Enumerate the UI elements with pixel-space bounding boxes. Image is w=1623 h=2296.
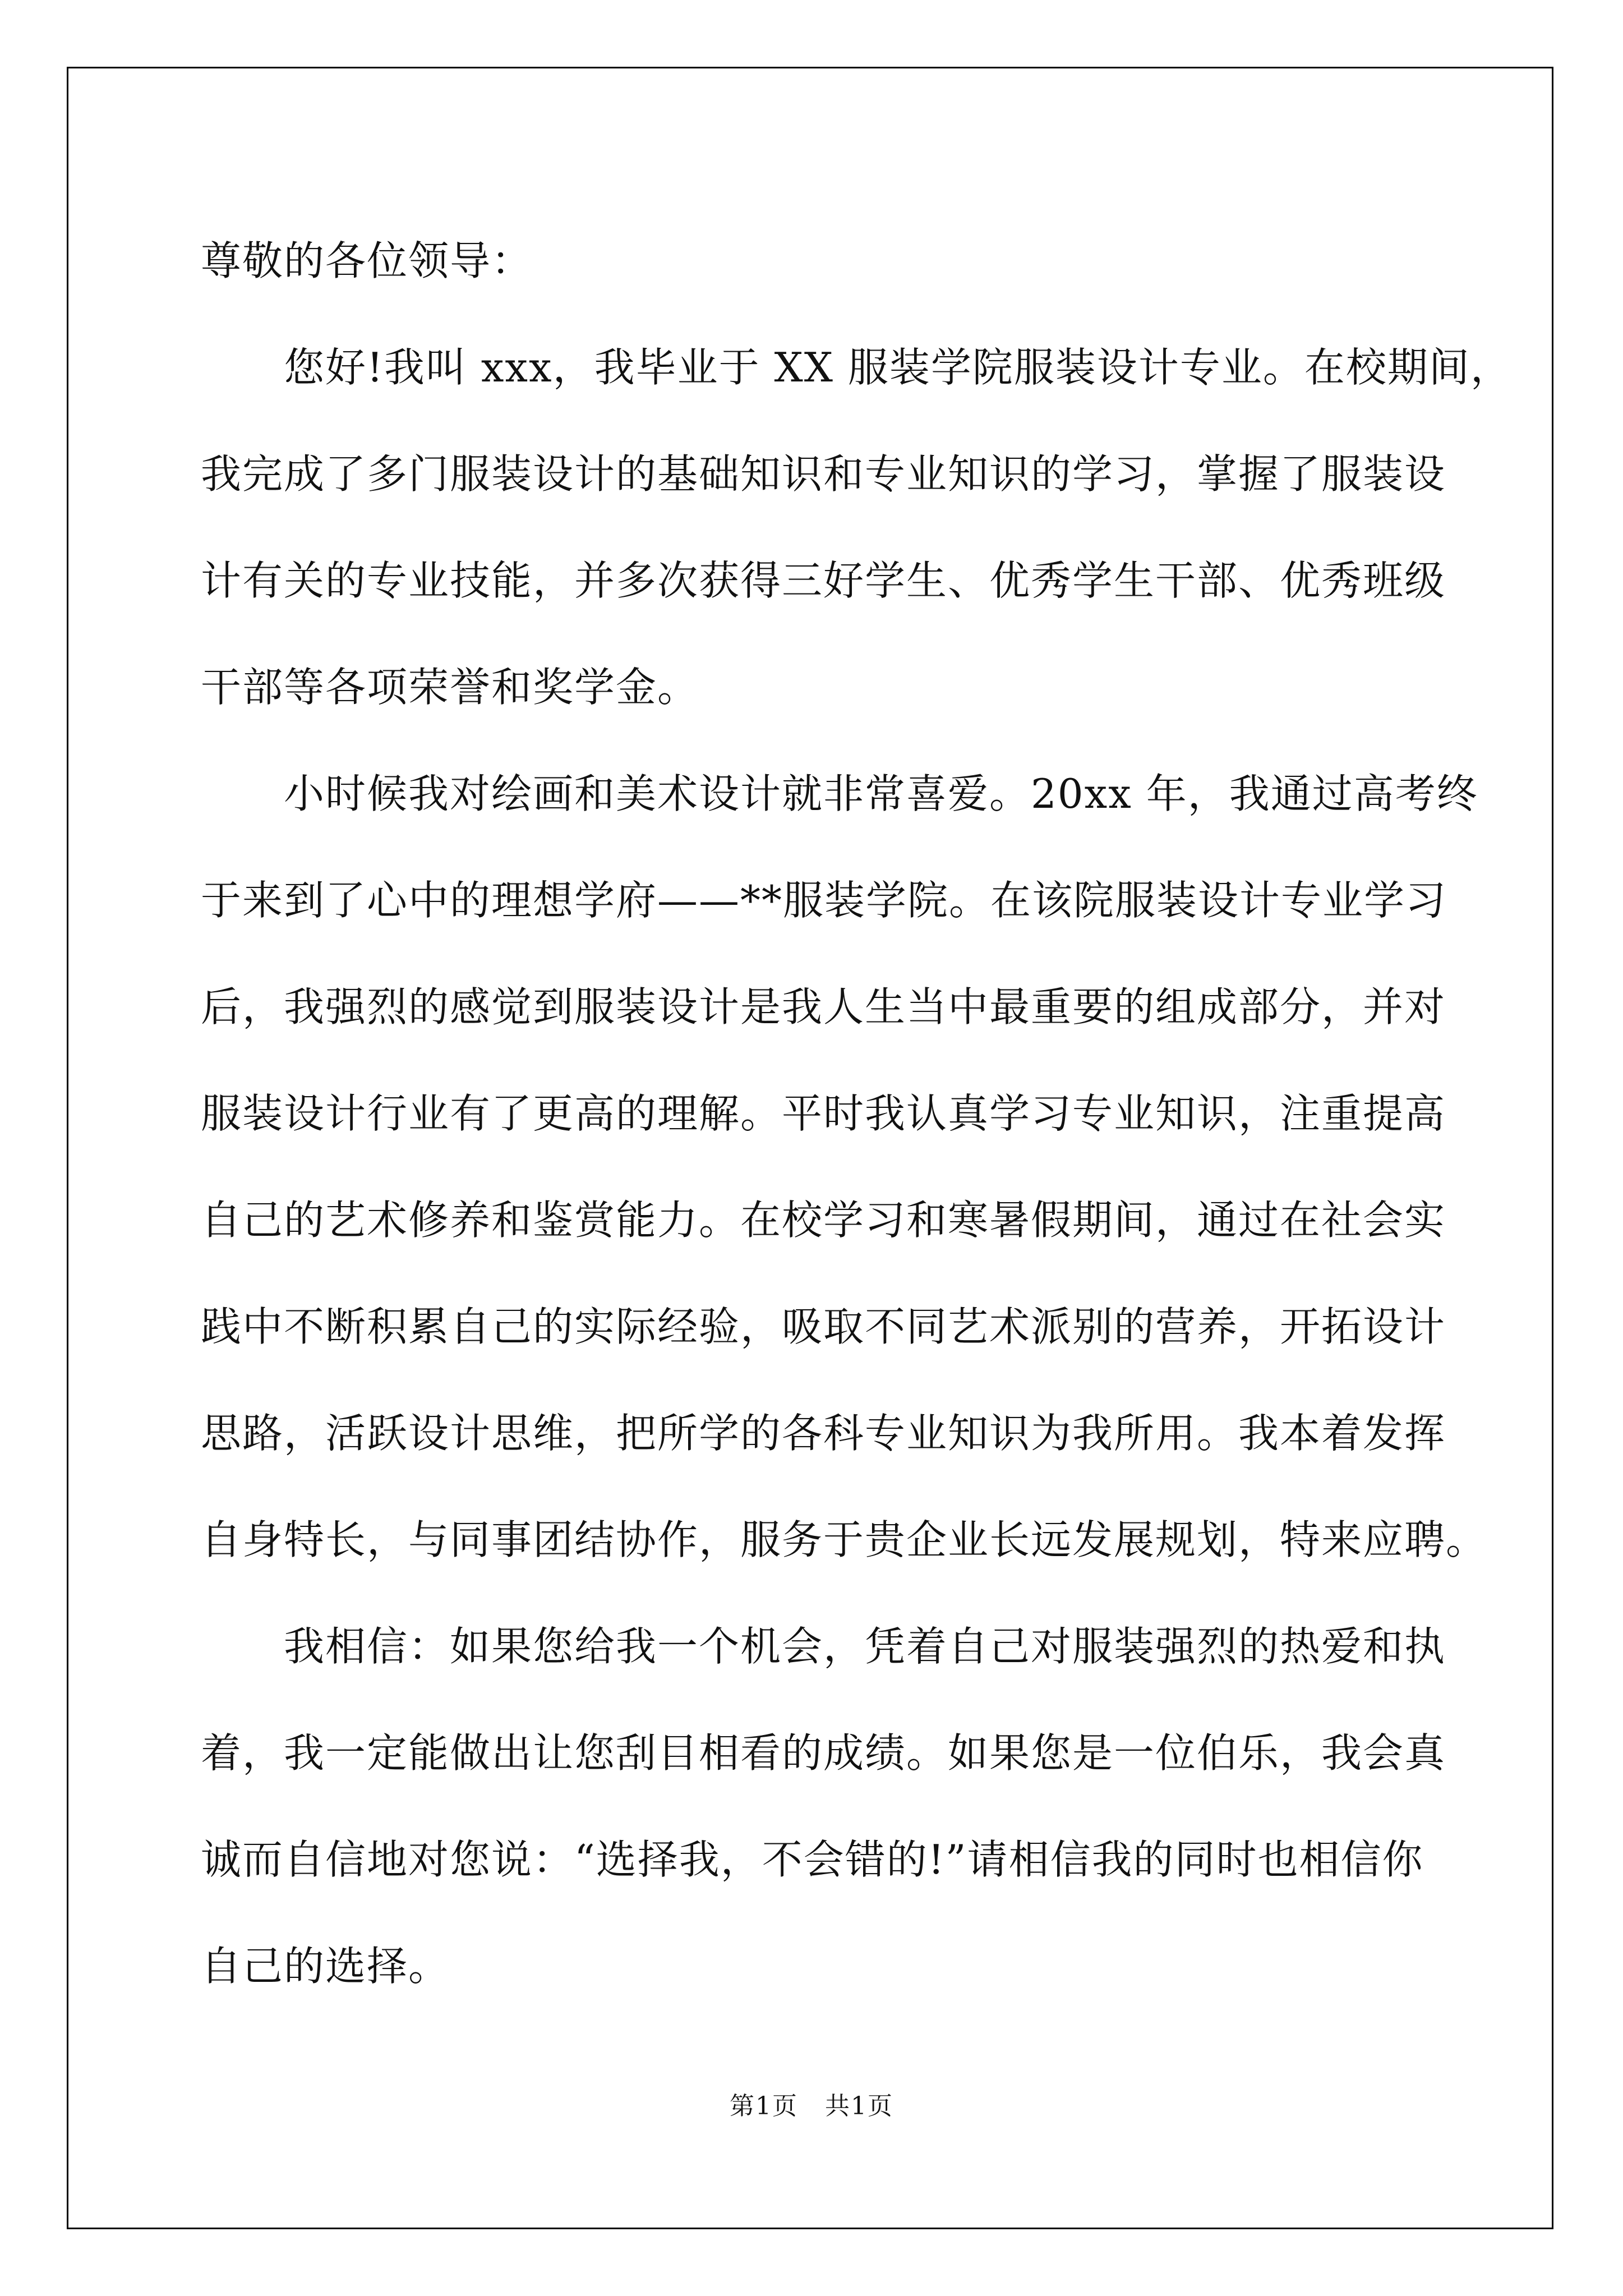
paragraph-line: 于来到了心中的理想学府——**服装学院。在该院服装设计专业学习: [201, 877, 1447, 924]
paragraph-line: 着，我一定能做出让您刮目相看的成绩。如果您是一位伯乐，我会真: [201, 1729, 1446, 1777]
footer-spacer: [798, 2092, 825, 2120]
paragraph-line: 我相信：如果您给我一个机会，凭着自己对服装强烈的热爱和执: [201, 1623, 1446, 1670]
page-number-current: 第1页: [730, 2092, 799, 2120]
paragraph-line: 小时候我对绘画和美术设计就非常喜爱。20xx 年，我通过高考终: [201, 770, 1478, 817]
paragraph-line: 计有关的专业技能，并多次获得三好学生、优秀学生干部、优秀班级: [201, 557, 1446, 604]
paragraph-line: 后，我强烈的感觉到服装设计是我人生当中最重要的组成部分，并对: [201, 983, 1446, 1030]
paragraph-line: 服装设计行业有了更高的理解。平时我认真学习专业知识，注重提高: [201, 1090, 1446, 1137]
page-number-total: 共1页: [824, 2092, 893, 2120]
paragraph-line: 干部等各项荣誉和奖学金。: [201, 664, 699, 711]
paragraph-line: 践中不断积累自己的实际经验，吸取不同艺术派别的营养，开拓设计: [201, 1303, 1446, 1350]
salutation-line: 尊敬的各位领导：: [201, 237, 533, 284]
paragraph-line: 您好!我叫 xxx，我毕业于 XX 服装学院服装设计专业。在校期间，: [201, 344, 1512, 391]
document-body: [201, 208, 1512, 2019]
paragraph-line: 思路，活跃设计思维，把所学的各科专业知识为我所用。我本着发挥: [201, 1410, 1446, 1457]
paragraph-line: 自身特长，与同事团结协作，服务于贵企业长远发展规划，特来应聘。: [201, 1516, 1488, 1563]
paragraph-line: 自己的艺术修养和鉴赏能力。在校学习和寒暑假期间，通过在社会实: [201, 1197, 1446, 1244]
paragraph-line: 我完成了多门服装设计的基础知识和专业知识的学习，掌握了服装设: [201, 450, 1446, 498]
page-footer: [0, 2090, 1623, 2123]
paragraph-line: 诚而自信地对您说：“选择我，不会错的!”请相信我的同时也相信你: [201, 1836, 1424, 1883]
paragraph-line: 自己的选择。: [201, 1943, 450, 1990]
